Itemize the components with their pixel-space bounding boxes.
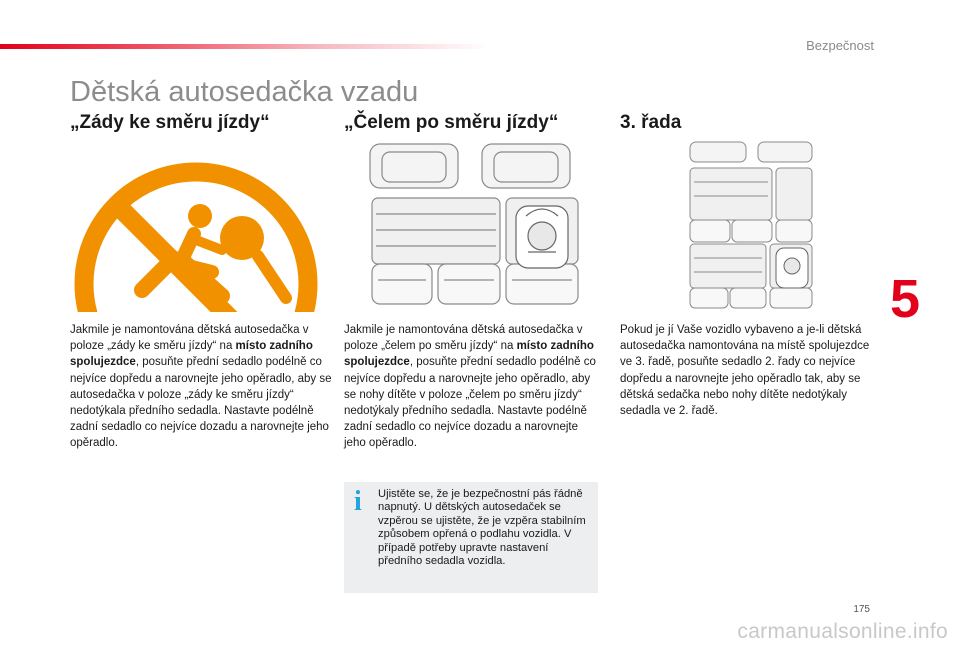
text-rear-facing: Jakmile je namontována dětská autosedačka v poloze „zády ke směru jízdy“ na místo zadního spolujezdce, posuňte přední sedadlo podélně co nejvíce dopředu a narovnejte jeho opěradlo, aby se autosedačka v poloze „zády ke směru jízdy“ nedotýkala předního sedadla. Nastavte podélně zadní sedadlo co nejvíce dozadu a narovnejte jeho opěradlo. [70, 324, 332, 450]
watermark: carmanualsonline.info [737, 620, 948, 643]
heading-forward-facing: „Čelem po směru jízdy“ [344, 112, 559, 133]
text-third-row: Pokud je jí Vaše vozidlo vybaveno a je-li dětská autosedačka namontována na místě spolujezdce ve 3. řadě, posuňte sedadlo 2. řady co nejvíce dopředu a narovnejte jeho opěradlo tak, aby se dětská sedačka nebo nohy dítěte nedotýkaly sedadla ve 2. řadě. [620, 324, 870, 418]
text-forward-facing: Jakmile je namontována dětská autosedačka v poloze „čelem po směru jízdy“ na místo zadního spolujezdce, posuňte přední sedadlo podélně co nejvíce dopředu a narovnejte jeho opěradlo, aby se nohy dítěte v poloze „čelem po směru jízdy“ nedotýkaly předního sedadla. Nastavte podélně zadní sedadlo co nejvíce dozadu a narovnejte jeho opěradlo. [344, 324, 596, 450]
rear-seat-child-seat-illustration [366, 140, 586, 310]
airbag-warning-icon [72, 160, 320, 312]
heading-rear-facing: „Zády ke směru jízdy“ [70, 112, 270, 133]
info-text: Ujistěte se, že je bezpečnostní pás řádně napnutý. U dětských autosedaček se vzpěrou se ujistěte, že je vzpěra stabilním způsobem opřená o podlahu vozidla. V případě potřeby upravte nastavení předního sedadla vozidla. [378, 488, 586, 568]
header-accent-bar [0, 44, 490, 49]
section-label: Bezpečnost [806, 38, 874, 53]
heading-third-row: 3. řada [620, 112, 682, 133]
info-icon: i [354, 486, 362, 517]
page-title: Dětská autosedačka vzadu [70, 76, 419, 108]
page-number: 175 [853, 604, 870, 615]
info-box [344, 482, 598, 593]
chapter-number: 5 [890, 269, 921, 329]
third-row-seats-illustration [686, 140, 816, 312]
